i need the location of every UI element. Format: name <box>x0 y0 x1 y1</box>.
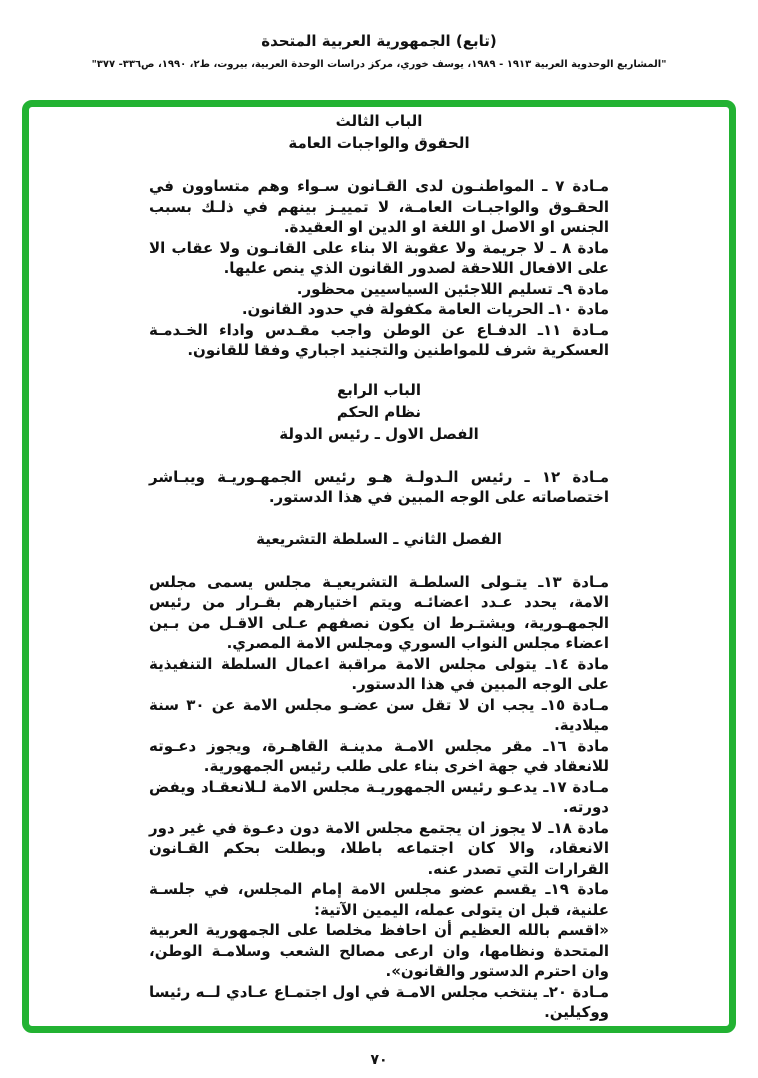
chapter-subheading: نظام الحكم <box>336 402 422 421</box>
chapter-heading: الباب الثالث <box>335 112 423 130</box>
article-7-paragraph: مـادة ٧ ـ المواطنـون لدى القـانون سـواء وهم متساوون في الحقـوق والواجبـات العامـة، لا تمييـز بينهم في ذلـك بسبب الجنس او الاصل او اللغة او الدين او العقيدة. <box>149 177 609 236</box>
section-heading-group-legislative <box>29 528 729 550</box>
citation-line: "المشاريع الوحدوية العربية ١٩١٣ - ١٩٨٩، يوسف خوري، مركز دراسات الوحدة العربية، بيروت، ط٢، ١٩٩٠، ص٣٣٦- ٣٧٧" <box>91 59 667 70</box>
article-15-paragraph: مـادة ١٥ـ يجب ان لا تقل سن عضـو مجلس الامة عن ٣٠ سنة ميلادية. <box>149 695 609 734</box>
article-12-paragraph: مـادة ١٢ ـ رئيس الـدولـة هـو رئيس الجمهـوريـة ويبـاشر اختصاصاته على الوجه المبين في هذا الدستور. <box>149 467 609 506</box>
page-footer <box>0 1049 758 1068</box>
section-heading-group-3 <box>29 110 729 154</box>
page-number: ٧٠ <box>370 1052 388 1068</box>
chapter-subheading: الحقوق والواجبات العامة <box>288 134 470 152</box>
section-1-heading: الفصل الاول ـ رئيس الدولة <box>279 424 479 443</box>
page-title: (تابع) الجمهورية العربية المتحدة <box>261 32 497 50</box>
page-header <box>0 30 758 70</box>
article-20-paragraph: مـادة ٢٠ـ ينتخب مجلس الامـة في اول اجتمـاع عـادي لــه رئيسا ووكيلين. <box>149 982 609 1021</box>
article-10-paragraph: مادة ١٠ـ الحريات العامة مكفولة في حدود القانون. <box>241 300 609 318</box>
article-11-paragraph: مـادة ١١ـ الدفـاع عن الوطن واجب مقـدس واداء الخـدمـة العسكرية شرف للمواطنين والتجنيد اجباري وفقا للقانون. <box>149 320 609 359</box>
article-8-paragraph: مادة ٨ ـ لا جريمة ولا عقوبة الا بناء على القانـون ولا عقاب الا على الافعال اللاحقة لصدور القانون الذي ينص عليها. <box>149 238 609 277</box>
article-19-paragraph: مادة ١٩ـ يقسم عضو مجلس الامة إمام المجلس، في جلسـة علنية، قبل ان يتولى عمله، اليمين الآتية: <box>149 880 609 919</box>
article-9-paragraph: مادة ٩ـ تسليم اللاجئين السياسيين محظور. <box>296 279 609 298</box>
section-2-heading: الفصل الثاني ـ السلطة التشريعية <box>256 529 502 548</box>
oath-quote-paragraph: «اقسم بالله العظيم أن احافظ مخلصا على الجمهورية العربية المتحدة ونظامها، وان ارعى مصالح الشعب وسلامـة الوطن، وان احترم الدستور والقانون». <box>149 921 609 980</box>
article-16-paragraph: مادة ١٦ـ مقر مجلس الامـة مدينـة القاهـرة، ويجوز دعـوته للانعقاد في جهة اخرى بناء على طلب رئيس الجمهورية. <box>149 736 609 775</box>
article-18-paragraph: مادة ١٨ـ لا يجوز ان يجتمع مجلس الامة دون دعـوة في غير دور الانعقاد، والا كان اجتماعه باطلا، وبطلت بحكم القـانون القرارات التي تصدر عنه. <box>149 818 609 878</box>
section-heading-group-4 <box>29 379 729 445</box>
chapter-heading: الباب الرابع <box>337 380 421 399</box>
article-14-paragraph: مادة ١٤ـ يتولى مجلس الامة مراقبة اعمال السلطة التنفيذية على الوجه المبين في هذا الدستور. <box>149 654 609 693</box>
content-frame <box>22 100 736 1033</box>
article-17-paragraph: مـادة ١٧ـ يدعـو رئيس الجمهوريـة مجلس الامة لـلانعقـاد ويفض دورته. <box>149 777 610 816</box>
article-13-paragraph: مـادة ١٣ـ يتـولى السلطـة التشريعيـة مجلس يسمى مجلس الامة، يحدد عـدد اعضائـه ويتم اختيارهم بقـرار من رئيس الجمهـورية، ويشتـرط ان يكون نصفهم عـلى الاقـل من بـين اعضاء مجلس النواب السوري ومجلس الامة المصري. <box>149 572 609 652</box>
